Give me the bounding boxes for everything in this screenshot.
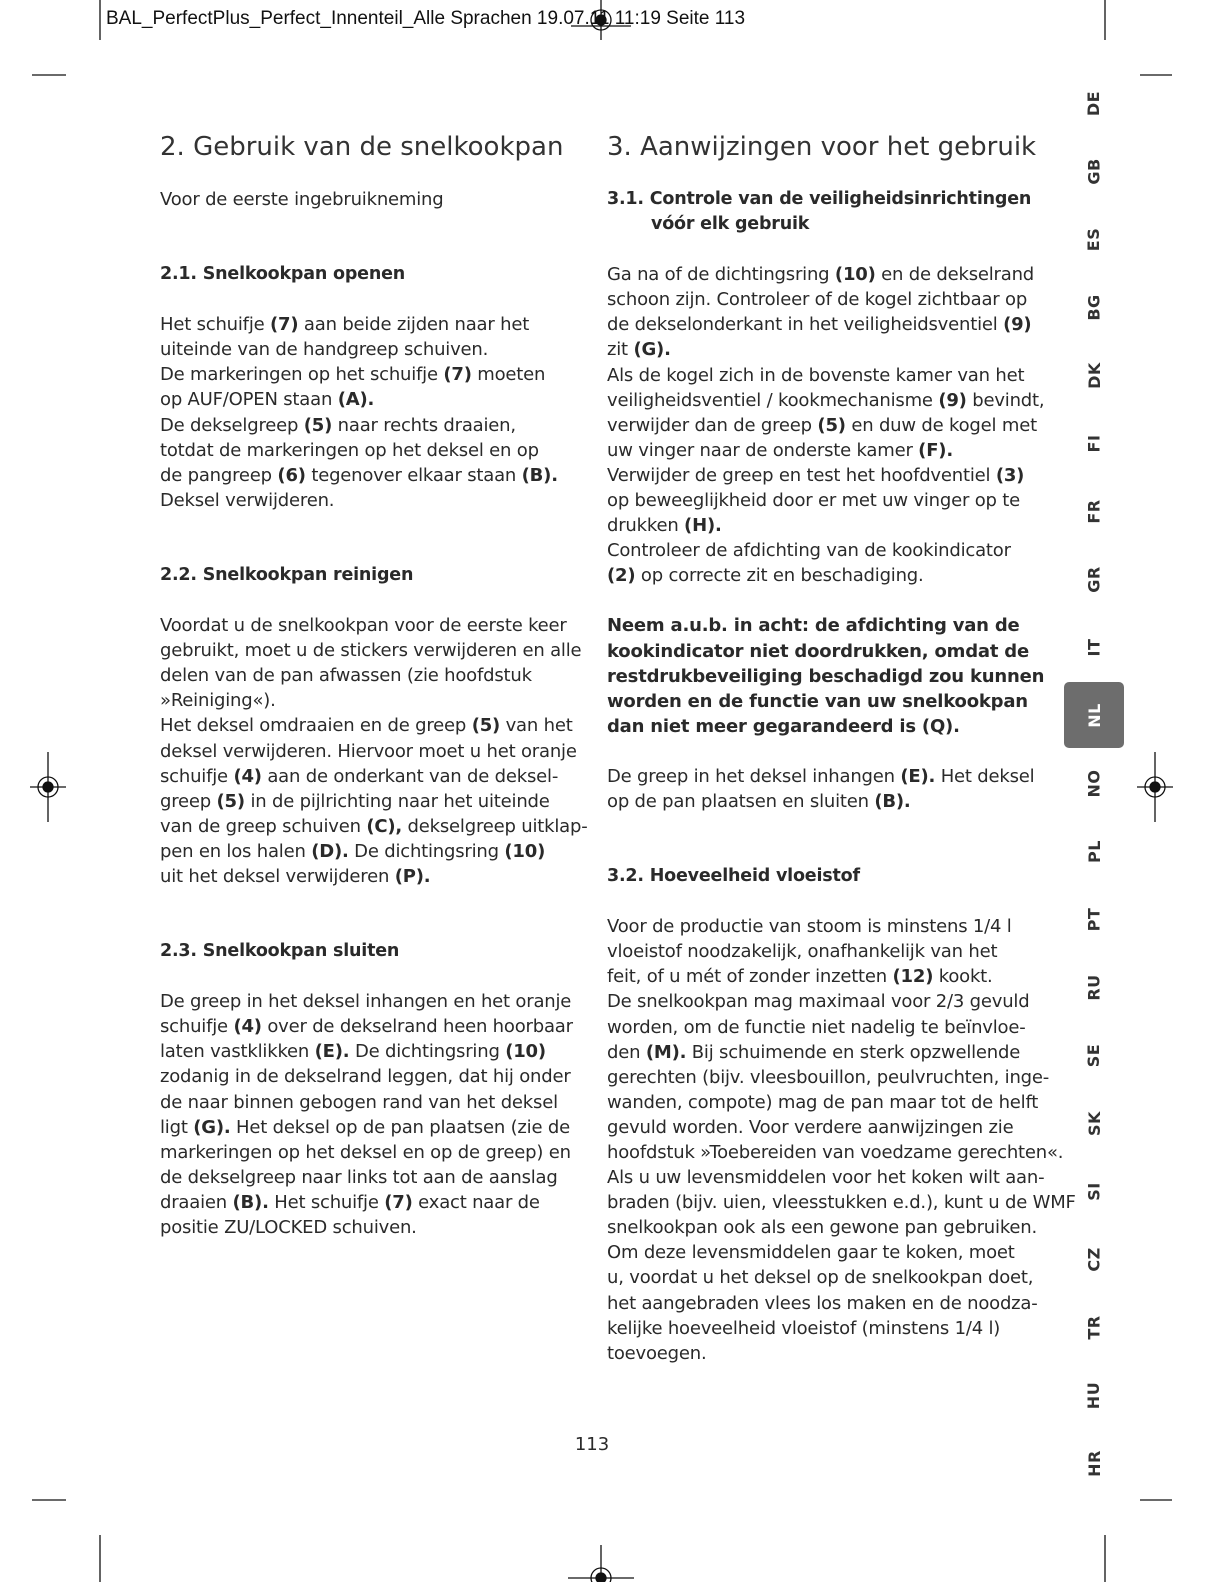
language-tab-label: DE	[1084, 90, 1104, 116]
text-line	[607, 1341, 1037, 1366]
text: Het deksel op de pan plaatsen (zie de	[230, 1116, 570, 1138]
text-line	[607, 939, 1037, 964]
text: het aangebraden vlees los maken en de noodza-	[607, 1292, 1038, 1314]
bold-text: kookindicator niet doordrukken, omdat de	[607, 640, 1029, 662]
text: Het deksel omdraaien en de greep	[160, 715, 472, 737]
text-line	[160, 638, 580, 663]
language-tab-hr	[1064, 1430, 1124, 1496]
text-line	[607, 287, 1037, 312]
language-tab-label: FI	[1084, 434, 1104, 452]
language-tab-hu	[1064, 1362, 1124, 1428]
bold-text: Neem a.u.b. in acht: de afdichting van de	[607, 615, 1020, 637]
text: zit	[607, 339, 634, 361]
bold-text: (10)	[834, 264, 876, 286]
text-line	[160, 713, 580, 738]
subsection-heading	[160, 563, 580, 588]
text-line	[607, 964, 1037, 989]
language-tab-no	[1064, 750, 1124, 816]
bold-text: (G).	[633, 339, 671, 361]
language-tab-label: SK	[1084, 1110, 1104, 1136]
text-line	[607, 1090, 1037, 1115]
text: exact naar de	[412, 1191, 540, 1213]
language-tab-gr	[1064, 546, 1124, 612]
text: De dekselgreep	[160, 414, 304, 436]
subsection-heading	[607, 187, 1037, 237]
language-tab-label: GB	[1084, 157, 1104, 185]
text-line	[607, 413, 1037, 438]
text-line	[607, 388, 1045, 413]
subsection-heading	[160, 939, 580, 964]
text: en duw de kogel met	[845, 414, 1037, 436]
language-tab-se	[1064, 1022, 1124, 1088]
text-line	[607, 1316, 1037, 1341]
text: schuifje	[160, 1016, 234, 1038]
left-column	[160, 132, 588, 1240]
text: uiteinde van de handgreep schuiven.	[160, 339, 489, 361]
text-line	[160, 839, 580, 864]
bold-text: (7)	[384, 1191, 413, 1213]
text-line	[607, 864, 1037, 889]
page-number: 113	[574, 1434, 610, 1455]
language-tab-label: PL	[1084, 839, 1104, 863]
text: de dekselgreep naar links tot aan de aanslag	[160, 1166, 558, 1188]
subsection-heading	[160, 262, 580, 287]
text-line	[160, 132, 580, 162]
bold-text: (A).	[337, 389, 375, 411]
right-column	[607, 132, 1076, 1366]
text-line	[607, 664, 1045, 689]
language-tab-label: SI	[1084, 1181, 1104, 1201]
text: schuifje	[160, 765, 234, 787]
text-line	[607, 1140, 1064, 1165]
text: Het schuifje	[160, 314, 271, 336]
bold-text: (4)	[233, 1016, 262, 1038]
bold-text: (E).	[314, 1041, 350, 1063]
text-line	[160, 1215, 580, 1240]
text: Voor de eerste ingebruikneming	[160, 189, 444, 210]
bold-text: worden en de functie van uw snelkookpan	[607, 690, 1028, 712]
text-line	[607, 1015, 1037, 1040]
text: 3. Aanwijzingen voor het gebruik	[607, 132, 1037, 162]
bold-text: 2.3. Snelkookpan sluiten	[160, 941, 400, 962]
language-tab-label: NL	[1084, 702, 1104, 728]
text: De greep in het deksel inhangen en het oranje	[160, 991, 572, 1013]
text-line	[607, 764, 1037, 789]
text: zodanig in de dekselrand leggen, dat hij onder	[160, 1066, 571, 1088]
text-line	[160, 1115, 580, 1140]
text-line	[160, 337, 580, 362]
text: positie ZU/LOCKED schuiven.	[160, 1217, 417, 1238]
text-line	[607, 789, 1037, 814]
text: aan beide zijden naar het	[298, 314, 530, 336]
text: veiligheidsventiel / kookmechanisme	[607, 389, 939, 411]
language-tab-pl	[1064, 818, 1124, 884]
text: bevindt,	[966, 389, 1045, 411]
text: greep	[160, 790, 217, 812]
paragraph	[607, 262, 1045, 588]
language-tab-label: HR	[1084, 1449, 1104, 1477]
language-tab-it	[1064, 614, 1124, 680]
text: toevoegen.	[607, 1342, 707, 1364]
language-tab-si	[1064, 1158, 1124, 1224]
bold-text: vóór elk gebruik	[651, 214, 810, 235]
text: uw vinger naar de onderste kamer	[607, 439, 919, 461]
text-line	[607, 1190, 1076, 1215]
text: De greep in het deksel inhangen	[607, 765, 901, 787]
text-line	[160, 739, 580, 764]
language-tab-es	[1064, 206, 1124, 272]
text: naar rechts draaien,	[332, 414, 516, 436]
text-line	[607, 1215, 1037, 1240]
text-line	[160, 187, 580, 212]
text: de naar binnen gebogen rand van het deksel	[160, 1091, 558, 1113]
text: Om deze levensmiddelen gaar te koken, moet	[607, 1242, 1015, 1264]
bold-text: (F).	[918, 439, 953, 461]
registration-mark-icon	[30, 752, 66, 822]
text-line	[160, 463, 580, 488]
bold-text: (C),	[366, 815, 403, 837]
text: gebruikt, moet u de stickers verwijderen en alle	[160, 640, 582, 662]
text: markeringen op het deksel en op de greep) en	[160, 1141, 571, 1163]
language-tab-label: TR	[1084, 1314, 1104, 1340]
bold-text: (G).	[193, 1116, 231, 1138]
bold-text: (4)	[233, 765, 262, 787]
text-line	[607, 488, 1037, 513]
registration-mark-icon	[568, 1545, 634, 1582]
text-line	[607, 363, 1037, 388]
bold-text: (B).	[232, 1191, 269, 1213]
text-line	[160, 488, 580, 513]
bold-text: (H).	[684, 515, 722, 537]
text-line	[607, 262, 1037, 287]
text-line	[160, 939, 580, 964]
text-line	[160, 1064, 580, 1089]
text: snelkookpan ook als een gewone pan gebruiken.	[607, 1217, 1038, 1239]
language-tab-label: GR	[1084, 565, 1104, 593]
text-line	[160, 789, 580, 814]
text: Het schuifje	[268, 1191, 385, 1213]
language-tab-label: DK	[1084, 361, 1104, 389]
print-slug: BAL_PerfectPlus_Perfect_Innenteil_Alle Sprachen 19.07.11 11:19 Seite 113	[106, 8, 746, 29]
text: vloeistof noodzakelijk, onafhankelijk van het	[607, 941, 998, 963]
text-line	[607, 1115, 1037, 1140]
text: op beweeglijkheid door er met uw vinger op te	[607, 490, 1020, 512]
bold-text: (3)	[995, 464, 1025, 486]
text-line	[160, 764, 580, 789]
text: dekselgreep uitklap-	[402, 815, 588, 837]
text: gevuld worden. Voor verdere aanwijzingen zie	[607, 1116, 1014, 1138]
text: de dekselonderkant in het veiligheidsventiel	[607, 314, 1004, 336]
text-line	[607, 187, 1037, 212]
text-line	[607, 714, 1037, 739]
text: de pangreep	[160, 464, 278, 486]
bold-text: (7)	[270, 314, 299, 336]
text: Voordat u de snelkookpan voor de eerste keer	[160, 615, 567, 637]
text: laten vastklikken	[160, 1041, 315, 1063]
text-line	[160, 362, 580, 387]
text: Als de kogel zich in de bovenste kamer van het	[607, 364, 1025, 386]
text-line	[607, 914, 1037, 939]
bold-text: (10)	[505, 1041, 546, 1063]
language-tab-fr	[1064, 478, 1124, 544]
text: Ga na of de dichtingsring	[607, 264, 835, 286]
text-line	[160, 989, 580, 1014]
text-line	[160, 663, 580, 688]
language-tab-ru	[1064, 954, 1124, 1020]
text-line	[160, 1140, 580, 1165]
bold-text: (9)	[1003, 314, 1032, 336]
text: deksel verwijderen. Hiervoor moet u het oranje	[160, 740, 577, 762]
text: schoon zijn. Controleer of de kogel zichtbaar op	[607, 289, 1028, 311]
text-line	[607, 1165, 1045, 1190]
text: pen en los halen	[160, 840, 312, 862]
bold-text: (5)	[216, 790, 245, 812]
language-tab-label: CZ	[1084, 1246, 1104, 1272]
text: Voor de productie van stoom is minstens 1/4 l	[607, 916, 1012, 938]
paragraph	[160, 312, 580, 513]
text-line	[607, 639, 1037, 664]
bold-text: 3.2. Hoeveelheid vloeistof	[607, 866, 860, 887]
text-line	[160, 262, 580, 287]
language-tab-label: HU	[1084, 1381, 1104, 1409]
section-title	[160, 132, 580, 162]
text: den	[607, 1041, 646, 1063]
language-tab-nl	[1064, 682, 1124, 748]
paragraph	[160, 613, 588, 889]
text: draaien	[160, 1191, 233, 1213]
bold-text: (P).	[394, 865, 431, 887]
text-line	[160, 413, 580, 438]
text: van het	[500, 715, 573, 737]
language-tab-fi	[1064, 410, 1124, 476]
text: 2. Gebruik van de snelkookpan	[160, 132, 564, 162]
text: totdat de markeringen op het deksel en op	[160, 439, 539, 461]
text: worden, om de functie niet nadelig te beïnvloe-	[607, 1016, 1026, 1038]
subsection-heading	[607, 864, 1037, 889]
language-tab-dk	[1064, 342, 1124, 408]
text: Controleer de afdichting van de kookindicator	[607, 540, 1011, 562]
language-tab-label: FR	[1084, 498, 1104, 524]
bold-text: (5)	[303, 414, 333, 436]
bold-text: (B).	[874, 790, 911, 812]
text-line	[607, 689, 1037, 714]
text-line	[160, 1190, 580, 1215]
language-tab-sk	[1064, 1090, 1124, 1156]
text: Het deksel	[935, 765, 1035, 787]
text-line	[607, 438, 1037, 463]
text: van de greep schuiven	[160, 815, 367, 837]
text-line	[160, 563, 580, 588]
text: drukken	[607, 515, 685, 537]
bold-text: dan niet meer gegarandeerd is (Q).	[607, 715, 960, 737]
text: over de dekselrand heen hoorbaar	[261, 1016, 573, 1038]
bold-text: (E).	[900, 765, 936, 787]
bold-text: (5)	[817, 414, 846, 436]
text: De dichtingsring	[348, 840, 505, 862]
language-tab-label: ES	[1084, 227, 1104, 251]
language-tab-label: SE	[1084, 1043, 1104, 1067]
text: op correcte zit en beschadiging.	[635, 565, 924, 587]
section-title	[607, 132, 1037, 162]
text-line	[607, 1065, 1050, 1090]
text: hoofdstuk »Toebereiden van voedzame gerechten«.	[607, 1142, 1064, 1163]
bold-text: (2)	[607, 565, 636, 587]
text: aan de onderkant van de deksel-	[261, 765, 559, 787]
text-line	[607, 212, 1037, 237]
text-line	[607, 563, 1037, 588]
text-line	[160, 864, 580, 889]
language-tab-cz	[1064, 1226, 1124, 1292]
text: ligt	[160, 1116, 194, 1138]
text: Deksel verwijderen.	[160, 489, 335, 511]
subtitle	[160, 187, 580, 212]
text: moeten	[471, 364, 546, 386]
bold-text: 2.2. Snelkookpan reinigen	[160, 564, 414, 585]
text-line	[160, 438, 580, 463]
text: »Reiniging«).	[160, 690, 276, 712]
language-tab-label: IT	[1084, 638, 1104, 656]
language-tab-label: BG	[1084, 293, 1104, 321]
text-line	[160, 1014, 580, 1039]
bold-text: (D).	[311, 840, 349, 862]
text: De markeringen op het schuifje	[160, 364, 444, 386]
language-tab-label: PT	[1084, 907, 1104, 931]
text: en de dekselrand	[875, 264, 1035, 286]
text-line	[607, 1291, 1037, 1316]
text: kelijke hoeveelheid vloeistof (minstens 1/4 l)	[607, 1317, 1001, 1339]
language-tab-label: NO	[1084, 769, 1104, 797]
text-line	[607, 989, 1037, 1014]
text-line	[160, 1090, 580, 1115]
text: Verwijder de greep en test het hoofdventiel	[607, 464, 996, 486]
text: op de pan plaatsen en sluiten	[607, 790, 875, 812]
text-line	[607, 1265, 1037, 1290]
text-line	[607, 613, 1037, 638]
text-line	[607, 463, 1037, 488]
text: in de pijlrichting naar het uiteinde	[244, 790, 550, 812]
text: verwijder dan de greep	[607, 414, 818, 436]
text-line	[607, 538, 1037, 563]
bold-text: (9)	[938, 389, 967, 411]
bold-text: (M).	[645, 1041, 687, 1063]
bold-text: (12)	[892, 966, 934, 988]
text: tegenover elkaar staan	[305, 464, 522, 486]
language-tab-label: RU	[1084, 973, 1104, 1001]
text-line	[160, 1165, 580, 1190]
language-tab-de	[1064, 70, 1124, 136]
bold-text: (10)	[504, 840, 546, 862]
language-tab-tr	[1064, 1294, 1124, 1360]
text: De snelkookpan mag maximaal voor 2/3 gevuld	[607, 991, 1030, 1013]
text-line	[607, 1240, 1037, 1265]
text-line	[160, 387, 580, 412]
paragraph	[160, 989, 580, 1240]
text: wanden, compote) mag de pan maar tot de helft	[607, 1091, 1039, 1113]
paragraph	[607, 914, 1076, 1366]
text-line	[160, 1039, 580, 1064]
text: op AUF/OPEN staan	[160, 389, 338, 411]
text: De dichtingsring	[349, 1041, 506, 1063]
text-line	[160, 814, 588, 839]
text: Bij schuimende en sterk opzwellende	[686, 1041, 1021, 1063]
text-line	[607, 337, 1037, 362]
text-line	[607, 132, 1037, 162]
bold-text: restdrukbeveiliging beschadigd zou kunnen	[607, 665, 1045, 687]
text: delen van de pan afwassen (zie hoofdstuk	[160, 665, 532, 687]
paragraph	[607, 764, 1037, 814]
text-line	[607, 312, 1037, 337]
bold-text: (5)	[471, 715, 501, 737]
bold-text: (7)	[443, 364, 472, 386]
text-line	[160, 312, 580, 337]
text-line	[607, 513, 1037, 538]
text: feit, of u mét of zonder inzetten	[607, 966, 893, 988]
paragraph	[607, 613, 1045, 738]
registration-mark-icon	[1137, 752, 1173, 822]
text: braden (bijv. uien, vleesstukken e.d.), kunt u de WMF	[607, 1192, 1076, 1214]
bold-text: (6)	[277, 464, 306, 486]
text-line	[607, 1040, 1037, 1065]
text: Als u uw levensmiddelen voor het koken wilt aan-	[607, 1167, 1045, 1189]
text: gerechten (bijv. vleesbouillon, peulvruchten, inge-	[607, 1066, 1050, 1088]
text: u, voordat u het deksel op de snelkookpan doet,	[607, 1267, 1034, 1289]
text-line	[160, 688, 580, 713]
language-tab-pt	[1064, 886, 1124, 952]
text-line	[160, 613, 580, 638]
text: kookt.	[933, 966, 993, 988]
text: uit het deksel verwijderen	[160, 865, 395, 887]
bold-text: 2.1. Snelkookpan openen	[160, 264, 406, 285]
language-tab-bg	[1064, 274, 1124, 340]
bold-text: 3.1. Controle van de veiligheidsinrichtingen	[607, 189, 1032, 209]
language-tab-gb	[1064, 138, 1124, 204]
bold-text: (B).	[521, 464, 558, 486]
